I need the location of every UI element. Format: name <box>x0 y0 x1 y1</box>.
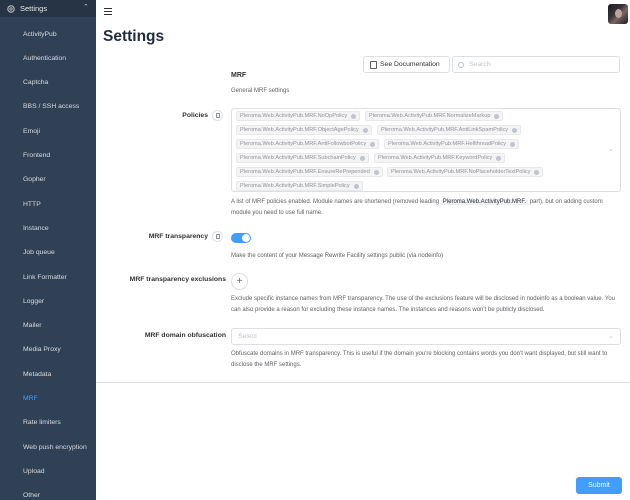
sidebar-item-activitypub[interactable]: ActivityPub <box>23 30 57 38</box>
policy-tag <box>236 167 383 177</box>
remove-tag-icon[interactable] <box>374 170 379 175</box>
policies-help-before: A list of MRF policies enabled. Module names are shortened (removed leading <box>231 199 441 205</box>
policy-tag <box>236 153 369 163</box>
policies-label: Policies <box>182 112 208 119</box>
search-placeholder: Search <box>469 61 491 68</box>
remove-tag-icon[interactable] <box>496 156 501 161</box>
remove-tag-icon[interactable] <box>494 114 499 119</box>
sidebar-item-web-push-encryption[interactable]: Web push encryption <box>23 443 87 451</box>
policy-tag <box>387 167 543 177</box>
remove-tag-icon[interactable] <box>354 184 359 189</box>
remove-tag-icon[interactable] <box>534 170 539 175</box>
policy-tag-label: Pleroma.Web.ActivityPub.MRF.SubchainPolicy <box>240 155 356 161</box>
submit-button[interactable]: Submit <box>576 477 622 494</box>
divider <box>96 382 630 383</box>
sidebar <box>0 0 96 500</box>
policy-tag-label: Pleroma.Web.ActivityPub.MRF.KeywordPolicy <box>378 155 493 161</box>
page-title: Settings <box>103 28 165 45</box>
chevron-up-icon: ⌃ <box>83 4 89 11</box>
chevron-down-icon: ⌄ <box>608 146 614 153</box>
sidebar-item-other[interactable]: Other <box>23 492 40 500</box>
sidebar-item-job-queue[interactable]: Job queue <box>23 249 55 257</box>
policy-tag-label: Pleroma.Web.ActivityPub.MRF.SimplePolicy <box>240 183 350 189</box>
search-icon <box>458 62 464 68</box>
transparency-toggle[interactable] <box>231 233 251 243</box>
policy-tag-label: Pleroma.Web.ActivityPub.MRF.AntiLinkSpamPolicy <box>381 127 509 133</box>
exclusions-label: MRF transparency exclusions <box>129 276 226 283</box>
policy-tag-label: Pleroma.Web.ActivityPub.MRF.NormalizeMarkup <box>369 113 491 119</box>
section-description: General MRF settings <box>231 88 290 94</box>
sidebar-item-frontend[interactable]: Frontend <box>23 152 51 159</box>
policy-tag <box>377 125 521 135</box>
policy-tag <box>365 111 503 121</box>
search-input[interactable] <box>452 56 620 73</box>
sidebar-item-authentication[interactable]: Authentication <box>23 54 67 62</box>
policy-tag-label: Pleroma.Web.ActivityPub.MRF.ObjectAgePolicy <box>240 127 359 133</box>
policy-tag <box>236 139 379 149</box>
hamburger-icon[interactable] <box>104 8 112 15</box>
sidebar-item-link-formatter[interactable]: Link Formatter <box>23 273 67 281</box>
sidebar-item-instance[interactable]: Instance <box>23 224 49 232</box>
policies-select[interactable] <box>231 108 621 192</box>
sidebar-item-rate-limiters[interactable]: Rate limiters <box>23 419 61 427</box>
policy-tag-label: Pleroma.Web.ActivityPub.MRF.HellthreadPolicy <box>388 141 507 147</box>
chevron-down-icon: ⌄ <box>608 333 614 340</box>
policies-help <box>231 197 623 219</box>
policies-help-after: part), but on adding custom module you need to use full name. <box>231 199 603 216</box>
sidebar-item-logger[interactable]: Logger <box>23 297 45 305</box>
sidebar-item-upload[interactable]: Upload <box>23 467 45 475</box>
sidebar-item-mrf[interactable]: MRF <box>23 395 38 402</box>
add-exclusion-button[interactable] <box>231 273 248 290</box>
policy-tag-label: Pleroma.Web.ActivityPub.MRF.NoOpPolicy <box>240 113 348 119</box>
policy-tag-label: Pleroma.Web.ActivityPub.MRF.EnsureRePrepended <box>240 169 370 175</box>
policy-tag <box>236 125 372 135</box>
document-icon <box>370 61 377 69</box>
sidebar-header-label: Settings <box>20 4 48 13</box>
trash-icon <box>216 113 220 118</box>
exclusions-help: Exclude specific instance names from MRF transparency. The use of the exclusions feature will be disclosed in nodeinfo as a boolean value. You can also provide a reason for excluding these instance names. The instances and reasons won't be publicly disclosed. <box>231 296 615 313</box>
policy-tag <box>374 153 505 163</box>
sidebar-item-media-proxy[interactable]: Media Proxy <box>23 346 61 354</box>
obfuscation-label: MRF domain obfuscation <box>144 332 226 339</box>
policy-tag <box>384 139 519 149</box>
policy-tag-label: Pleroma.Web.ActivityPub.MRF.AntiFollowbotPolicy <box>240 141 367 147</box>
policy-tag <box>236 181 363 191</box>
policies-reset-button[interactable] <box>212 110 223 121</box>
sidebar-item-bbs-ssh-access[interactable]: BBS / SSH access <box>23 103 80 111</box>
gear-icon <box>6 4 16 14</box>
sidebar-settings-header[interactable] <box>0 0 96 17</box>
sidebar-item-emoji[interactable]: Emoji <box>23 127 40 135</box>
obfuscation-select[interactable] <box>231 328 621 345</box>
plus-icon: + <box>236 276 243 287</box>
sidebar-item-gopher[interactable]: Gopher <box>23 176 46 184</box>
transparency-reset-button[interactable] <box>212 231 223 242</box>
policies-help-code: Pleroma.Web.ActivityPub.MRF. <box>442 199 527 205</box>
remove-tag-icon[interactable] <box>360 156 365 161</box>
section-title: MRF <box>231 72 247 79</box>
sidebar-item-metadata[interactable]: Metadata <box>23 370 52 378</box>
obfuscation-placeholder: Select <box>238 333 257 340</box>
obfuscation-help: Obfuscate domains in MRF transparency. This is useful if the domain you're blocking contains words you don't want displayed, but still want to disclose the MRF settings. <box>231 351 608 368</box>
trash-icon <box>216 234 220 239</box>
remove-tag-icon[interactable] <box>512 128 517 133</box>
remove-tag-icon[interactable] <box>351 114 356 119</box>
sidebar-item-captcha[interactable]: Captcha <box>23 79 49 87</box>
sidebar-item-mailer[interactable]: Mailer <box>23 322 42 330</box>
remove-tag-icon[interactable] <box>510 142 515 147</box>
avatar[interactable] <box>608 4 628 24</box>
transparency-help: Make the content of your Message Rewrite Facility settings public (via nodeinfo) <box>231 253 444 259</box>
transparency-label: MRF transparency <box>148 233 208 240</box>
remove-tag-icon[interactable] <box>370 142 375 147</box>
sidebar-item-http[interactable]: HTTP <box>23 200 41 208</box>
policy-tag-label: Pleroma.Web.ActivityPub.MRF.NoPlaceholderTextPolicy <box>391 169 531 175</box>
see-documentation-button[interactable] <box>363 56 450 73</box>
remove-tag-icon[interactable] <box>363 128 368 133</box>
policy-tag <box>236 111 360 121</box>
see-documentation-label: See Documentation <box>380 61 440 68</box>
